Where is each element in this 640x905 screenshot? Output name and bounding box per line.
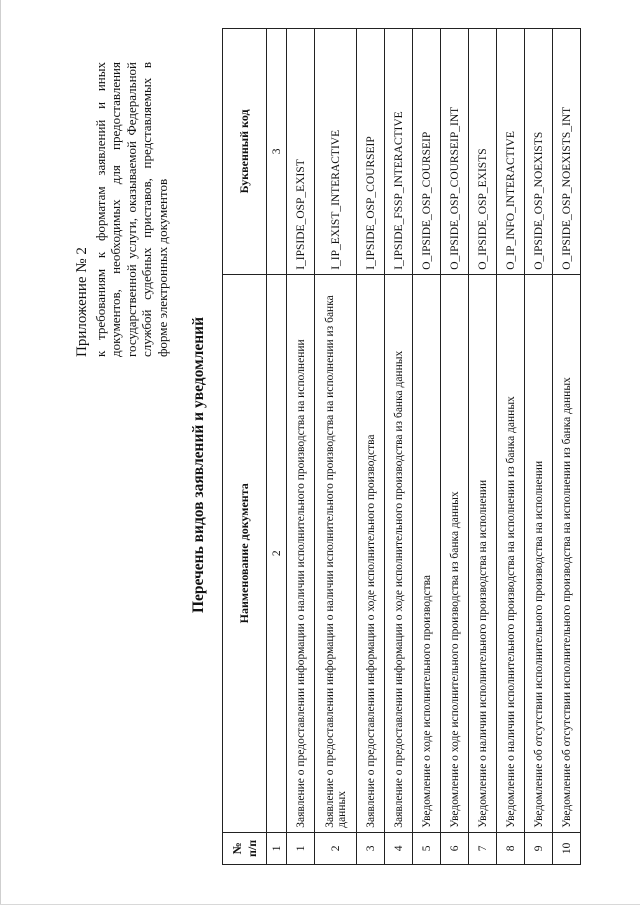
table-row (497, 29, 525, 865)
row-letter-code: O_IPSIDE_OSP_NOEXISTS_INT (553, 29, 581, 275)
row-document-name: Заявление о предоставлении информации о наличии исполнительного производства на исполнении из банка данных (315, 274, 357, 832)
row-document-name: Уведомление об отсутствии исполнительного производства на исполнении из банка данных (553, 274, 581, 832)
row-document-name: Уведомление о наличии исполнительного производства на исполнении (469, 274, 497, 832)
row-letter-code: I_IPSIDE_OSP_COURSEIP (357, 29, 385, 275)
row-document-name: Заявление о предоставлении информации о ходе исполнительного производства (357, 274, 385, 832)
header-number: № п/п (223, 832, 267, 864)
appendix-block (75, 62, 170, 357)
table-row (287, 29, 315, 865)
appendix-body: к требованиям к форматам заявлений и иных документов, необходимых для предоставления государственной услуги, оказываемой Федеральной службой судебных приставов, представляемых в форме электронных документов (92, 62, 170, 357)
row-document-name: Заявление о предоставлении информации о ходе исполнительного производства из банка данных (385, 274, 413, 832)
row-number: 6 (441, 832, 469, 864)
row-letter-code: O_IPSIDE_OSP_EXISTS (469, 29, 497, 275)
row-number: 4 (385, 832, 413, 864)
row-document-name: Заявление о предоставлении информации о наличии исполнительного производства на исполнении (287, 274, 315, 832)
row-letter-code: O_IPSIDE_OSP_NOEXISTS (525, 29, 553, 275)
table-row (413, 29, 441, 865)
row-number: 10 (553, 832, 581, 864)
column-number-1: 1 (267, 832, 287, 864)
appendix-title: Приложение № 2 (74, 247, 90, 357)
documents-table (222, 28, 581, 865)
row-number: 1 (287, 832, 315, 864)
column-number-2: 2 (267, 274, 287, 832)
table-header-row (223, 29, 267, 865)
column-number-3: 3 (267, 29, 287, 275)
row-document-name: Уведомление о наличии исполнительного производства на исполнении из банка данных (497, 274, 525, 832)
table-row (469, 29, 497, 865)
table-row (385, 29, 413, 865)
table-row (441, 29, 469, 865)
row-number: 8 (497, 832, 525, 864)
row-letter-code: I_IPSIDE_OSP_EXIST (287, 29, 315, 275)
table-row (525, 29, 553, 865)
table-row (357, 29, 385, 865)
row-document-name: Уведомление о ходе исполнительного производства (413, 274, 441, 832)
row-letter-code: O_IP_INFO_INTERACTIVE (497, 29, 525, 275)
header-letter-code: Буквенный код (223, 29, 267, 275)
row-document-name: Уведомление об отсутствии исполнительного производства на исполнении (525, 274, 553, 832)
table-row (553, 29, 581, 865)
table-row (315, 29, 357, 865)
row-letter-code: I_IP_EXIST_INTERACTIVE (315, 29, 357, 275)
row-document-name: Уведомление о ходе исполнительного производства из банка данных (441, 274, 469, 832)
row-number: 3 (357, 832, 385, 864)
row-number: 9 (525, 832, 553, 864)
row-letter-code: O_IPSIDE_OSP_COURSEIP (413, 29, 441, 275)
row-letter-code: I_IPSIDE_FSSP_INTERACTIVE (385, 29, 413, 275)
row-number: 2 (315, 832, 357, 864)
column-number-row (267, 29, 287, 865)
row-number: 7 (469, 832, 497, 864)
row-letter-code: O_IPSIDE_OSP_COURSEIP_INT (441, 29, 469, 275)
row-number: 5 (413, 832, 441, 864)
list-title: Перечень видов заявлений и уведомлений (190, 316, 207, 614)
header-document-name: Наименование документа (223, 274, 267, 832)
